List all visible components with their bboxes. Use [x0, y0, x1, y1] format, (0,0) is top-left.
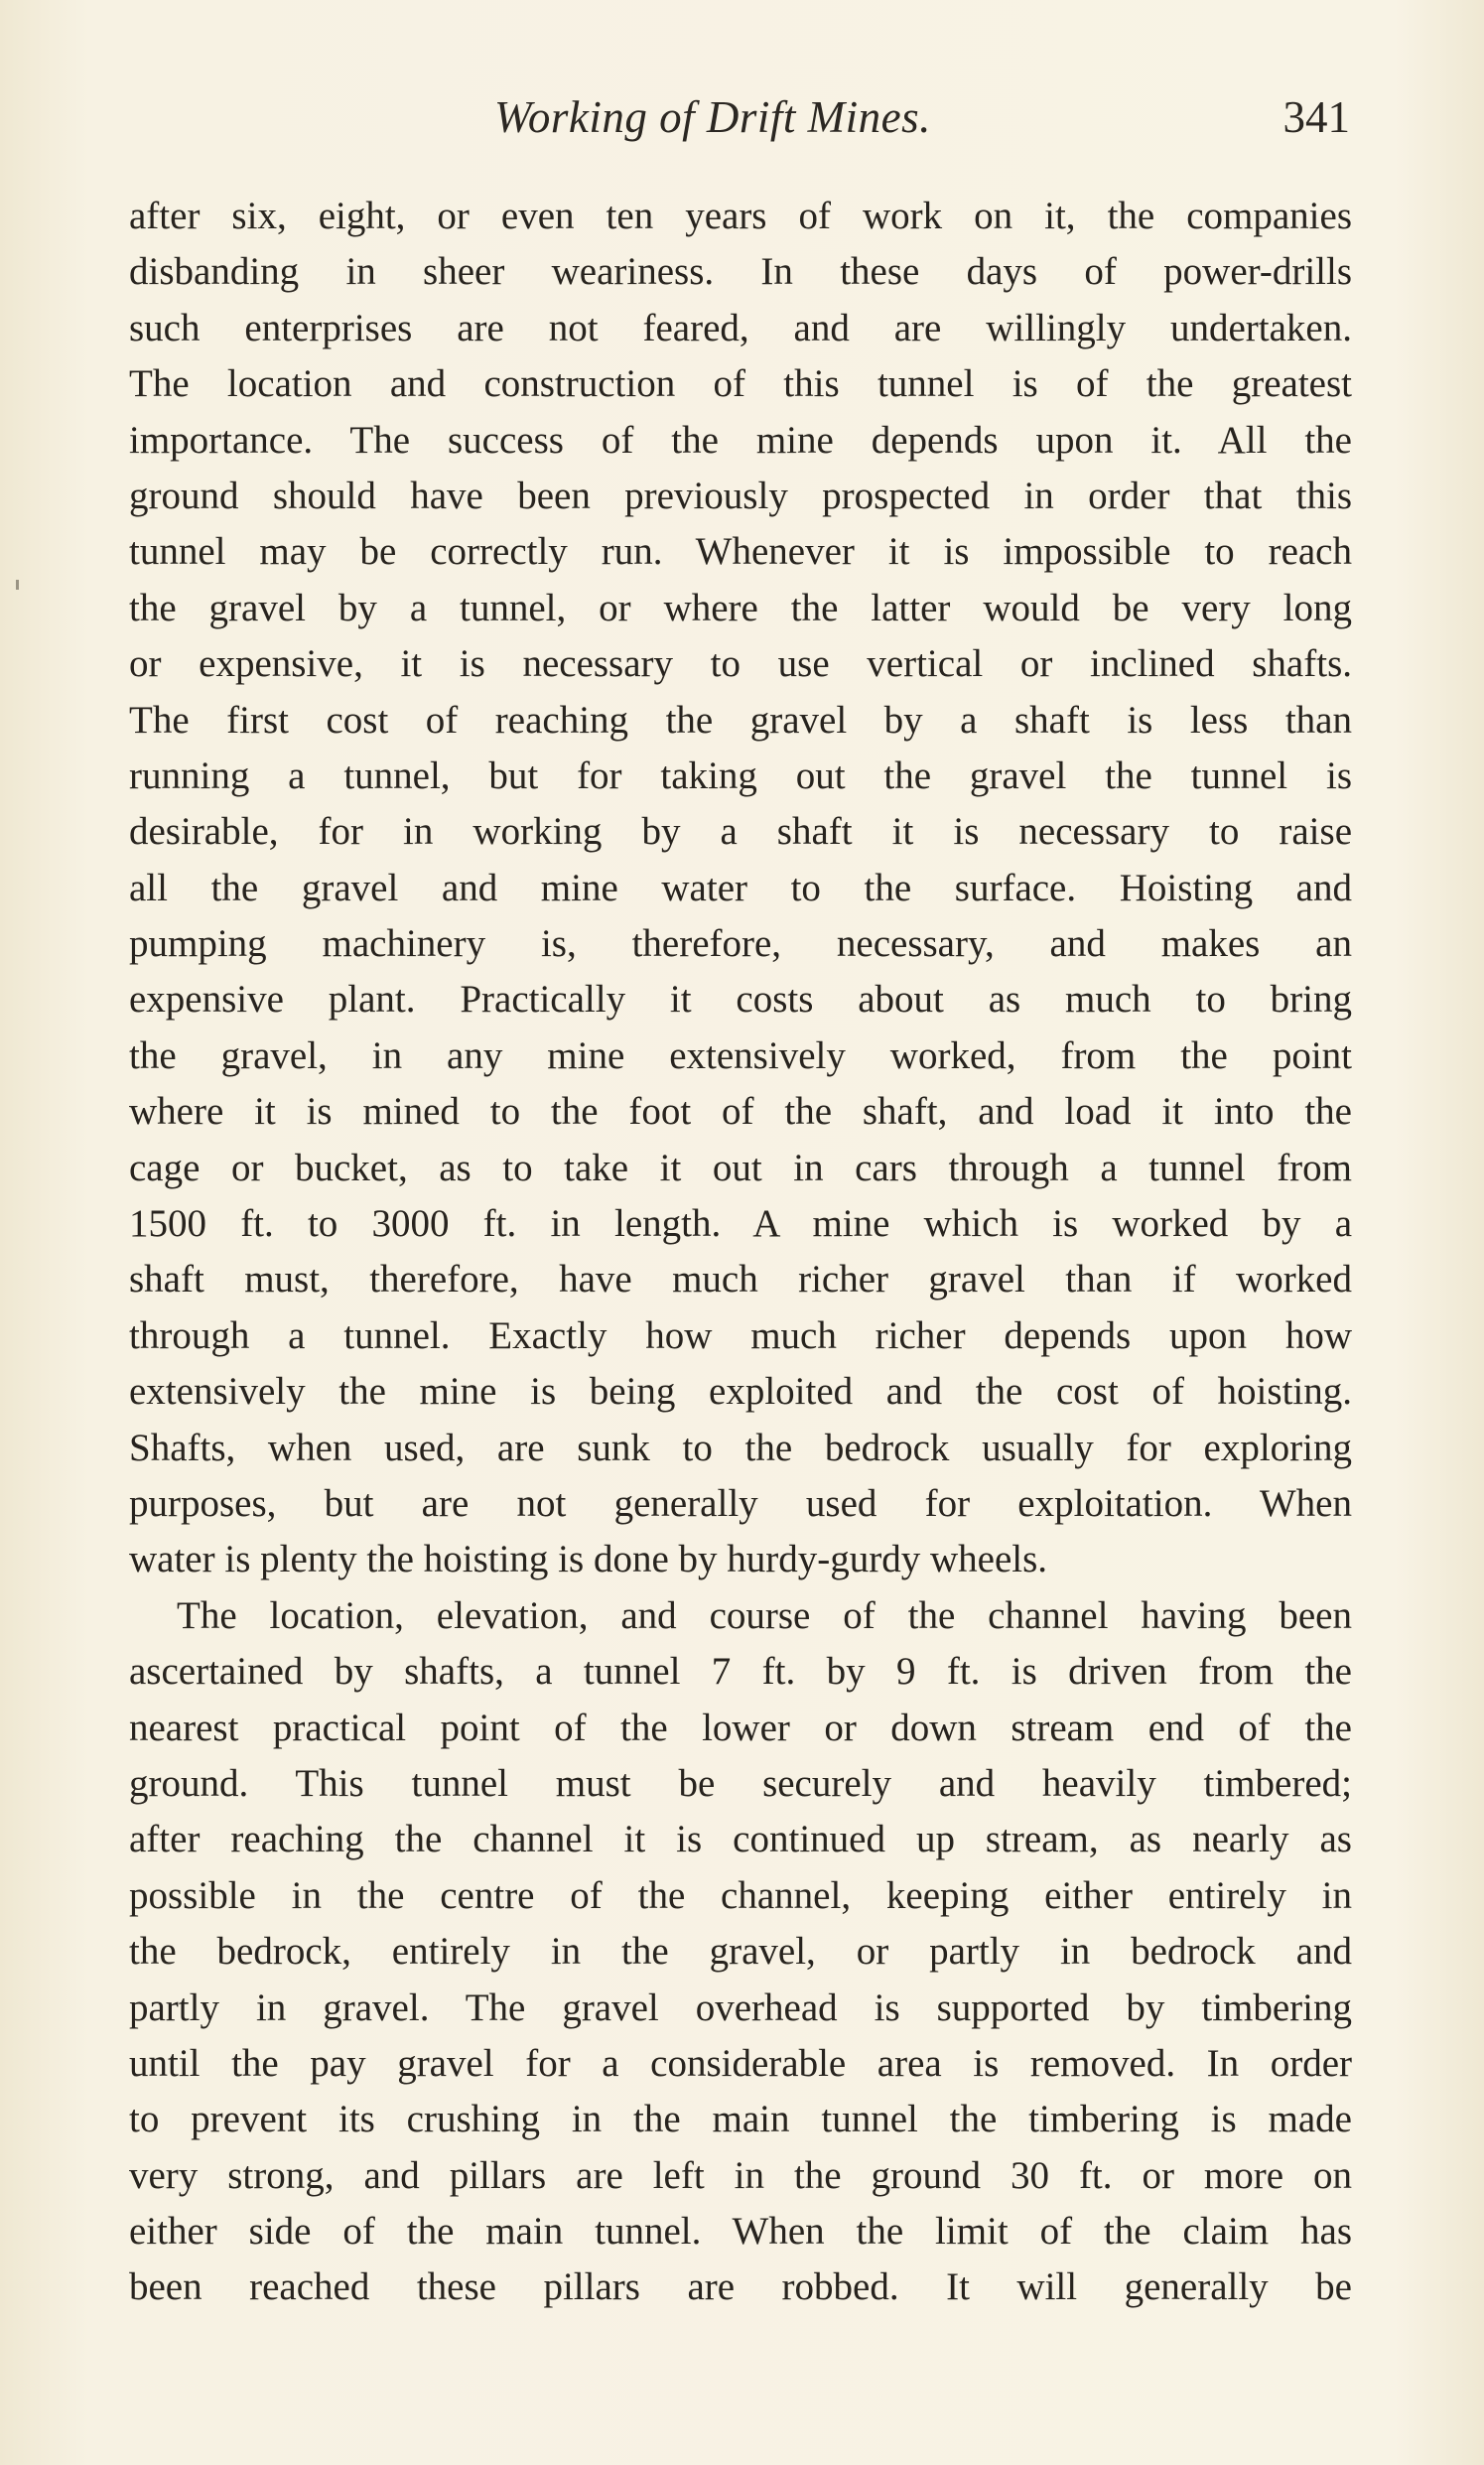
text-line: all the gravel and mine water to the surface. Hoisting and	[129, 866, 1352, 909]
margin-mark	[16, 580, 19, 590]
running-title: Working of Drift Mines.	[494, 92, 931, 142]
text-line: ascertained by shafts, a tunnel 7 ft. by 9 ft. is driven from the	[129, 1650, 1352, 1694]
text-line: ground should have been previously prospected in order that this	[129, 474, 1352, 517]
text-line: through a tunnel. Exactly how much richer depends upon how	[129, 1313, 1352, 1357]
text-line: either side of the main tunnel. When the limit of the claim has	[129, 2210, 1352, 2254]
text-line: expensive plant. Practically it costs about as much to bring	[129, 978, 1352, 1022]
text-line: pumping machinery is, therefore, necessary, and makes an	[129, 922, 1352, 966]
text-line: the gravel by a tunnel, or where the latter would be very long	[129, 586, 1352, 629]
text-line: extensively the mine is being exploited and the cost of hoisting.	[129, 1370, 1352, 1414]
text-line: running a tunnel, but for taking out the gravel the tunnel is	[129, 753, 1352, 797]
text-line: tunnel may be correctly run. Whenever it is impossible to reach	[129, 530, 1352, 574]
text-line: such enterprises are not feared, and are willingly undertaken.	[129, 306, 1352, 349]
text-line: until the pay gravel for a considerable area is removed. In order	[129, 2041, 1352, 2085]
text-line: after reaching the channel it is continued up stream, as nearly as	[129, 1818, 1352, 1861]
text-line: desirable, for in working by a shaft it is necessary to raise	[129, 810, 1352, 854]
text-line: been reached these pillars are robbed. It will generally be	[129, 2265, 1352, 2309]
text-line: disbanding in sheer weariness. In these days of power-drills	[129, 250, 1352, 294]
text-line: possible in the centre of the channel, keeping either entirely in	[129, 1873, 1352, 1917]
text-line: The location and construction of this tunnel is of the greatest	[129, 362, 1352, 406]
text-line: where it is mined to the foot of the shaft, and load it into the	[129, 1090, 1352, 1134]
text-line: the bedrock, entirely in the gravel, or partly in bedrock and	[129, 1930, 1352, 1974]
text-line: or expensive, it is necessary to use vertical or inclined shafts.	[129, 642, 1352, 686]
text-line: Shafts, when used, are sunk to the bedrock usually for exploring	[129, 1426, 1352, 1469]
text-line: The first cost of reaching the gravel by a shaft is less than	[129, 698, 1352, 742]
running-head	[129, 91, 1350, 161]
body-text	[129, 189, 1352, 2316]
text-line: importance. The success of the mine depends upon it. All the	[129, 418, 1352, 462]
paragraph-start-line: The location, elevation, and course of the channel having been	[177, 1593, 1352, 1637]
text-line: partly in gravel. The gravel overhead is supported by timbering	[129, 1986, 1352, 2029]
text-line: ground. This tunnel must be securely and heavily timbered;	[129, 1761, 1352, 1805]
text-line: 1500 ft. to 3000 ft. in length. A mine which is worked by a	[129, 1202, 1352, 1246]
text-line: nearest practical point of the lower or down stream end of the	[129, 1706, 1352, 1749]
text-line: very strong, and pillars are left in the ground 30 ft. or more on	[129, 2153, 1352, 2197]
text-line: after six, eight, or even ten years of work on it, the companies	[129, 195, 1352, 237]
text-line: purposes, but are not generally used for exploitation. When	[129, 1481, 1352, 1525]
paragraph-end-line: water is plenty the hoisting is done by hurdy-gurdy wheels.	[129, 1538, 1048, 1581]
text-line: cage or bucket, as to take it out in cars through a tunnel from	[129, 1146, 1352, 1189]
text-line: the gravel, in any mine extensively worked, from the point	[129, 1033, 1352, 1077]
text-line: to prevent its crushing in the main tunnel the timbering is made	[129, 2098, 1352, 2141]
text-line: shaft must, therefore, have much richer gravel than if worked	[129, 1258, 1352, 1301]
page-number: 341	[1282, 92, 1350, 142]
